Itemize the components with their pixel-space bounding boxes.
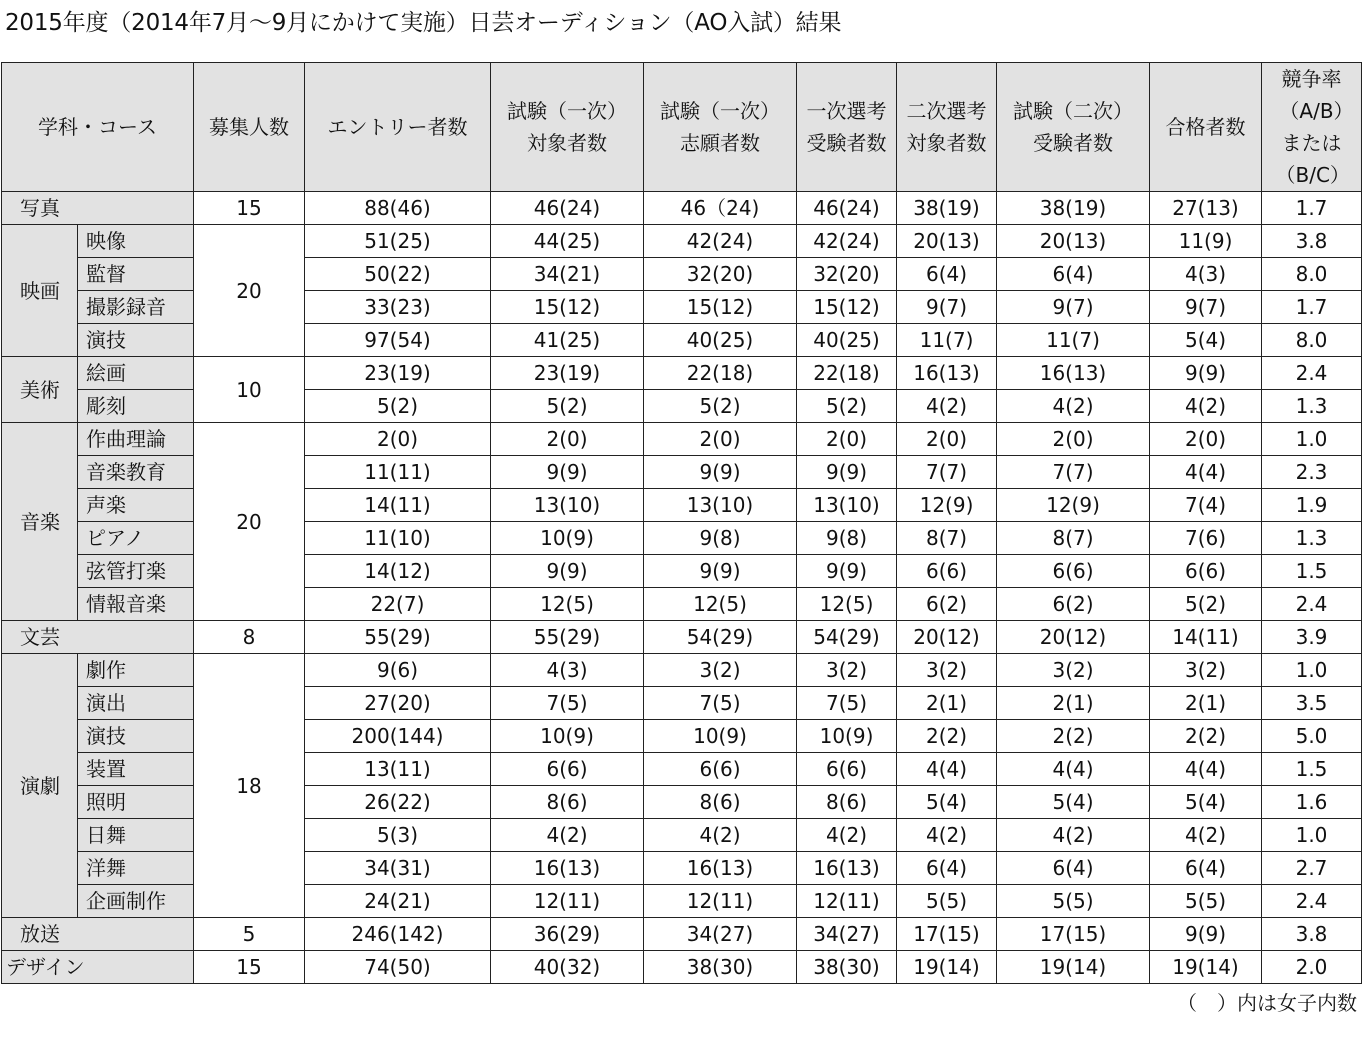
value-cell: 24(21): [305, 885, 491, 918]
course-cell: 装置: [78, 753, 194, 786]
course-cell: ピアノ: [78, 522, 194, 555]
dept-cell: 美術: [2, 357, 78, 423]
value-cell: 9(7): [997, 291, 1150, 324]
value-cell: 3.9: [1262, 621, 1362, 654]
value-cell: 26(22): [305, 786, 491, 819]
value-cell: 3(2): [797, 654, 897, 687]
value-cell: 2(2): [897, 720, 997, 753]
value-cell: 3(2): [1150, 654, 1262, 687]
header-applicants1: 試験（一次）志願者数: [644, 63, 797, 192]
value-cell: 4(2): [797, 819, 897, 852]
value-cell: 2(2): [997, 720, 1150, 753]
value-cell: 1.6: [1262, 786, 1362, 819]
table-row: [2, 918, 1362, 951]
value-cell: 6(4): [1150, 852, 1262, 885]
header-target2: 二次選考対象者数: [897, 63, 997, 192]
value-cell: 9(9): [644, 456, 797, 489]
value-cell: 32(20): [797, 258, 897, 291]
value-cell: 88(46): [305, 192, 491, 225]
value-cell: 9(9): [491, 456, 644, 489]
table-row: [2, 192, 1362, 225]
value-cell: 7(7): [997, 456, 1150, 489]
value-cell: 27(20): [305, 687, 491, 720]
value-cell: 9(9): [1150, 357, 1262, 390]
table-row: [2, 951, 1362, 984]
value-cell: 40(32): [491, 951, 644, 984]
value-cell: 6(4): [997, 852, 1150, 885]
value-cell: 1.5: [1262, 753, 1362, 786]
value-cell: 2(0): [897, 423, 997, 456]
value-cell: 12(5): [644, 588, 797, 621]
value-cell: 16(13): [897, 357, 997, 390]
course-cell: 彫刻: [78, 390, 194, 423]
course-cell: 絵画: [78, 357, 194, 390]
value-cell: 2(1): [997, 687, 1150, 720]
value-cell: 22(7): [305, 588, 491, 621]
value-cell: 13(10): [644, 489, 797, 522]
value-cell: 6(6): [797, 753, 897, 786]
dept-cell: 放送: [2, 918, 194, 951]
value-cell: 16(13): [644, 852, 797, 885]
value-cell: 11(9): [1150, 225, 1262, 258]
value-cell: 4(2): [997, 390, 1150, 423]
value-cell: 20(12): [897, 621, 997, 654]
value-cell: 8(6): [797, 786, 897, 819]
value-cell: 2(0): [644, 423, 797, 456]
value-cell: 8(7): [997, 522, 1150, 555]
quota-cell: 20: [194, 423, 305, 621]
value-cell: 1.7: [1262, 291, 1362, 324]
value-cell: 7(4): [1150, 489, 1262, 522]
value-cell: 6(6): [491, 753, 644, 786]
value-cell: 3(2): [997, 654, 1150, 687]
dept-cell: 音楽: [2, 423, 78, 621]
dept-cell: 演劇: [2, 654, 78, 918]
value-cell: 7(7): [897, 456, 997, 489]
value-cell: 17(15): [997, 918, 1150, 951]
value-cell: 246(142): [305, 918, 491, 951]
value-cell: 34(27): [797, 918, 897, 951]
value-cell: 33(23): [305, 291, 491, 324]
page-title: 2015年度（2014年7月〜9月にかけて実施）日芸オーディション（AO入試）結果: [5, 10, 842, 36]
value-cell: 2(1): [897, 687, 997, 720]
value-cell: 32(20): [644, 258, 797, 291]
value-cell: 3(2): [644, 654, 797, 687]
value-cell: 38(19): [897, 192, 997, 225]
value-cell: 8(6): [644, 786, 797, 819]
value-cell: 10(9): [797, 720, 897, 753]
value-cell: 5(2): [305, 390, 491, 423]
value-cell: 4(2): [897, 819, 997, 852]
value-cell: 5(4): [1150, 324, 1262, 357]
value-cell: 22(18): [644, 357, 797, 390]
value-cell: 6(6): [644, 753, 797, 786]
value-cell: 2(2): [1150, 720, 1262, 753]
value-cell: 13(11): [305, 753, 491, 786]
value-cell: 6(4): [997, 258, 1150, 291]
value-cell: 16(13): [997, 357, 1150, 390]
value-cell: 23(19): [305, 357, 491, 390]
dept-cell: 文芸: [2, 621, 194, 654]
table-row: [2, 423, 1362, 456]
value-cell: 16(13): [491, 852, 644, 885]
value-cell: 13(10): [491, 489, 644, 522]
value-cell: 11(7): [897, 324, 997, 357]
value-cell: 38(19): [997, 192, 1150, 225]
value-cell: 7(5): [797, 687, 897, 720]
value-cell: 23(19): [491, 357, 644, 390]
value-cell: 6(4): [897, 258, 997, 291]
value-cell: 9(9): [797, 555, 897, 588]
value-cell: 34(27): [644, 918, 797, 951]
value-cell: 14(11): [305, 489, 491, 522]
value-cell: 5(2): [491, 390, 644, 423]
value-cell: 20(13): [997, 225, 1150, 258]
value-cell: 40(25): [644, 324, 797, 357]
header-entry: エントリー者数: [305, 63, 491, 192]
value-cell: 9(9): [644, 555, 797, 588]
course-cell: 音楽教育: [78, 456, 194, 489]
value-cell: 4(3): [1150, 258, 1262, 291]
value-cell: 42(24): [797, 225, 897, 258]
value-cell: 6(6): [997, 555, 1150, 588]
value-cell: 5(4): [897, 786, 997, 819]
course-cell: 演技: [78, 324, 194, 357]
value-cell: 1.7: [1262, 192, 1362, 225]
dept-cell: デザイン: [2, 951, 194, 984]
course-cell: 声楽: [78, 489, 194, 522]
header-examinees1: 一次選考受験者数: [797, 63, 897, 192]
value-cell: 36(29): [491, 918, 644, 951]
value-cell: 4(3): [491, 654, 644, 687]
value-cell: 5(2): [644, 390, 797, 423]
course-cell: 監督: [78, 258, 194, 291]
value-cell: 54(29): [644, 621, 797, 654]
course-cell: 弦管打楽: [78, 555, 194, 588]
value-cell: 5(3): [305, 819, 491, 852]
value-cell: 4(2): [1150, 390, 1262, 423]
dept-cell: 映画: [2, 225, 78, 357]
value-cell: 14(11): [1150, 621, 1262, 654]
value-cell: 9(9): [1150, 918, 1262, 951]
quota-cell: 5: [194, 918, 305, 951]
value-cell: 9(8): [797, 522, 897, 555]
value-cell: 17(15): [897, 918, 997, 951]
value-cell: 11(11): [305, 456, 491, 489]
quota-cell: 18: [194, 654, 305, 918]
value-cell: 12(9): [997, 489, 1150, 522]
value-cell: 12(5): [797, 588, 897, 621]
value-cell: 15(12): [797, 291, 897, 324]
value-cell: 1.5: [1262, 555, 1362, 588]
value-cell: 50(22): [305, 258, 491, 291]
value-cell: 5(4): [997, 786, 1150, 819]
value-cell: 46(24): [797, 192, 897, 225]
value-cell: 1.3: [1262, 522, 1362, 555]
value-cell: 2.7: [1262, 852, 1362, 885]
header-ratio: 競争率（A/B）または（B/C）: [1262, 63, 1362, 192]
course-cell: 日舞: [78, 819, 194, 852]
value-cell: 4(2): [1150, 819, 1262, 852]
value-cell: 1.9: [1262, 489, 1362, 522]
value-cell: 5(5): [1150, 885, 1262, 918]
dept-cell: 写真: [2, 192, 194, 225]
value-cell: 51(25): [305, 225, 491, 258]
value-cell: 19(14): [1150, 951, 1262, 984]
course-cell: 企画制作: [78, 885, 194, 918]
value-cell: 3(2): [897, 654, 997, 687]
value-cell: 20(12): [997, 621, 1150, 654]
value-cell: 27(13): [1150, 192, 1262, 225]
value-cell: 2.3: [1262, 456, 1362, 489]
value-cell: 4(2): [491, 819, 644, 852]
table-row: [2, 654, 1362, 687]
value-cell: 5(5): [897, 885, 997, 918]
value-cell: 12(5): [491, 588, 644, 621]
value-cell: 14(12): [305, 555, 491, 588]
value-cell: 4(2): [897, 390, 997, 423]
value-cell: 9(9): [491, 555, 644, 588]
value-cell: 42(24): [644, 225, 797, 258]
value-cell: 9(8): [644, 522, 797, 555]
quota-cell: 20: [194, 225, 305, 357]
value-cell: 19(14): [997, 951, 1150, 984]
value-cell: 4(4): [1150, 753, 1262, 786]
header-passed: 合格者数: [1150, 63, 1262, 192]
value-cell: 10(9): [644, 720, 797, 753]
value-cell: 3.5: [1262, 687, 1362, 720]
value-cell: 6(4): [897, 852, 997, 885]
value-cell: 2(1): [1150, 687, 1262, 720]
value-cell: 12(11): [797, 885, 897, 918]
value-cell: 38(30): [644, 951, 797, 984]
header-dept: 学科・コース: [2, 63, 194, 192]
value-cell: 5(2): [1150, 588, 1262, 621]
value-cell: 7(5): [644, 687, 797, 720]
value-cell: 7(6): [1150, 522, 1262, 555]
value-cell: 1.0: [1262, 423, 1362, 456]
value-cell: 55(29): [491, 621, 644, 654]
value-cell: 11(7): [997, 324, 1150, 357]
value-cell: 6(6): [1150, 555, 1262, 588]
quota-cell: 8: [194, 621, 305, 654]
value-cell: 2.4: [1262, 357, 1362, 390]
value-cell: 200(144): [305, 720, 491, 753]
value-cell: 12(9): [897, 489, 997, 522]
value-cell: 16(13): [797, 852, 897, 885]
value-cell: 2(0): [997, 423, 1150, 456]
value-cell: 9(7): [1150, 291, 1262, 324]
value-cell: 1.0: [1262, 654, 1362, 687]
value-cell: 4(4): [1150, 456, 1262, 489]
value-cell: 6(6): [897, 555, 997, 588]
value-cell: 5(4): [1150, 786, 1262, 819]
header-target1: 試験（一次）対象者数: [491, 63, 644, 192]
value-cell: 7(5): [491, 687, 644, 720]
quota-cell: 10: [194, 357, 305, 423]
value-cell: 9(6): [305, 654, 491, 687]
value-cell: 54(29): [797, 621, 897, 654]
value-cell: 4(4): [997, 753, 1150, 786]
table-row: [2, 357, 1362, 390]
results-table: [1, 62, 1362, 984]
course-cell: 洋舞: [78, 852, 194, 885]
value-cell: 1.0: [1262, 819, 1362, 852]
value-cell: 12(11): [491, 885, 644, 918]
value-cell: 4(2): [997, 819, 1150, 852]
value-cell: 3.8: [1262, 225, 1362, 258]
value-cell: 34(21): [491, 258, 644, 291]
footnote: （ ）内は女子内数: [1177, 991, 1357, 1015]
value-cell: 55(29): [305, 621, 491, 654]
value-cell: 5(5): [997, 885, 1150, 918]
value-cell: 40(25): [797, 324, 897, 357]
table-row: [2, 621, 1362, 654]
value-cell: 2.0: [1262, 951, 1362, 984]
header-quota: 募集人数: [194, 63, 305, 192]
value-cell: 20(13): [897, 225, 997, 258]
value-cell: 9(7): [897, 291, 997, 324]
header-row: [2, 63, 1362, 192]
value-cell: 1.3: [1262, 390, 1362, 423]
value-cell: 10(9): [491, 720, 644, 753]
value-cell: 19(14): [897, 951, 997, 984]
value-cell: 2(0): [797, 423, 897, 456]
value-cell: 4(2): [644, 819, 797, 852]
value-cell: 34(31): [305, 852, 491, 885]
value-cell: 8(7): [897, 522, 997, 555]
header-examinees2: 試験（二次）受験者数: [997, 63, 1150, 192]
quota-cell: 15: [194, 192, 305, 225]
value-cell: 2.4: [1262, 588, 1362, 621]
value-cell: 46(24): [491, 192, 644, 225]
value-cell: 2(0): [305, 423, 491, 456]
value-cell: 12(11): [644, 885, 797, 918]
value-cell: 4(4): [897, 753, 997, 786]
value-cell: 2(0): [1150, 423, 1262, 456]
value-cell: 2.4: [1262, 885, 1362, 918]
course-cell: 照明: [78, 786, 194, 819]
value-cell: 38(30): [797, 951, 897, 984]
value-cell: 8(6): [491, 786, 644, 819]
course-cell: 情報音楽: [78, 588, 194, 621]
value-cell: 44(25): [491, 225, 644, 258]
course-cell: 演出: [78, 687, 194, 720]
value-cell: 2(0): [491, 423, 644, 456]
course-cell: 作曲理論: [78, 423, 194, 456]
value-cell: 3.8: [1262, 918, 1362, 951]
value-cell: 8.0: [1262, 324, 1362, 357]
value-cell: 46（24): [644, 192, 797, 225]
value-cell: 6(2): [897, 588, 997, 621]
value-cell: 15(12): [644, 291, 797, 324]
value-cell: 13(10): [797, 489, 897, 522]
table-row: [2, 225, 1362, 258]
value-cell: 15(12): [491, 291, 644, 324]
value-cell: 6(2): [997, 588, 1150, 621]
value-cell: 8.0: [1262, 258, 1362, 291]
course-cell: 撮影録音: [78, 291, 194, 324]
value-cell: 41(25): [491, 324, 644, 357]
value-cell: 11(10): [305, 522, 491, 555]
value-cell: 74(50): [305, 951, 491, 984]
value-cell: 5.0: [1262, 720, 1362, 753]
value-cell: 22(18): [797, 357, 897, 390]
value-cell: 97(54): [305, 324, 491, 357]
course-cell: 劇作: [78, 654, 194, 687]
quota-cell: 15: [194, 951, 305, 984]
value-cell: 10(9): [491, 522, 644, 555]
course-cell: 映像: [78, 225, 194, 258]
course-cell: 演技: [78, 720, 194, 753]
value-cell: 9(9): [797, 456, 897, 489]
value-cell: 5(2): [797, 390, 897, 423]
